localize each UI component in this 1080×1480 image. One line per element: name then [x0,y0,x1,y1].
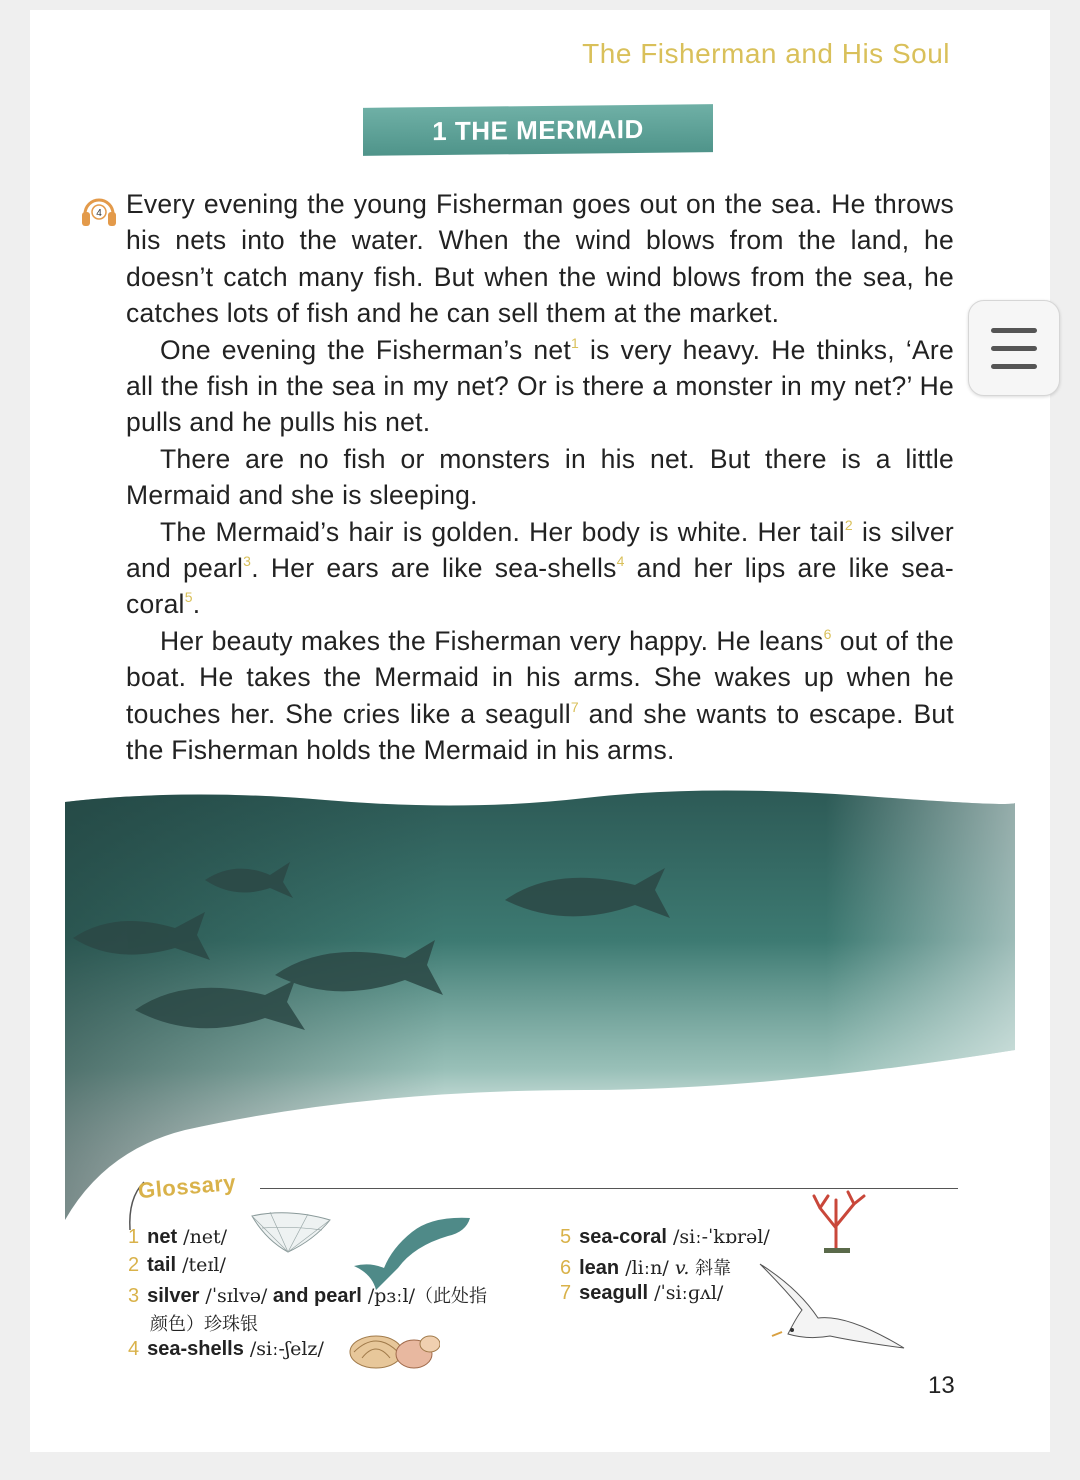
glossary-item: 7 seagull /ˈsiːɡʌl/ [560,1282,724,1304]
coral-picture [806,1188,868,1254]
net-picture [248,1206,334,1256]
book-page [30,10,1050,1452]
glossary-item: 6 lean /liːn/ v. 斜靠 [560,1257,732,1279]
glossary-item: 2 tail /teɪl/ [128,1254,226,1276]
story-text [126,186,954,769]
glossary-item-continuation: 颜色）珍珠银 [150,1314,258,1335]
glossary-item: 4 sea-shells /siː-ʃelz/ [128,1338,324,1360]
chapter-title: 1 THE MERMAID [432,113,644,146]
footnote-marker: 2 [844,516,853,533]
chapter-banner [363,104,713,156]
page-number: 13 [928,1372,955,1399]
footnote-marker: 4 [616,553,625,570]
seagull-picture [758,1258,908,1354]
audio-track-number: 4 [96,208,102,219]
running-title: The Fisherman and His Soul [582,38,950,69]
glossary-heading: Glossary [137,1169,238,1204]
glossary-item: 3 silver /ˈsɪlvə/ and pearl /pɜːl/（此处指 [128,1285,487,1307]
paragraph: One evening the Fisherman’s net$^1$ is very heavy. He thinks, ‘Are all the fish in the sea in my net? Or is there a monster in my net?’ He pulls and he pulls his net. [126,334,954,438]
headphones-icon[interactable] [80,190,118,230]
paragraph: The Mermaid’s hair is golden. Her body is white. Her tail$^2$ is silver and pearl$^3$. Her ears are like sea-shells$^4$ and her lips are like sea-coral$^5$. [126,516,954,620]
footnote-marker: 3 [243,553,252,570]
footnote-marker: 1 [571,334,580,351]
sea-illustration [65,790,1015,1220]
glossary-item: 5 sea-coral /siː-ˈkɒrəl/ [560,1226,770,1248]
footnote-marker: 6 [823,625,832,642]
glossary-item: 1 net /net/ [128,1226,228,1248]
paragraph: Her beauty makes the Fisherman very happy. He leans$^6$ out of the boat. He takes the Mermaid in his arms. She wakes up when he touches her. She cries like a seagull$^7$ and she wants to escape. But the Fisherman holds the Mermaid in his arms. [126,625,954,766]
tail-picture [352,1210,474,1292]
footnote-marker: 5 [184,589,193,606]
footnote-marker: 7 [570,698,579,715]
paragraph: There are no fish or monsters in his net. But there is a little Mermaid and she is sleeping. [126,443,954,511]
menu-button[interactable] [968,300,1060,396]
hamburger-menu-icon [991,328,1037,333]
hamburger-menu-icon-bar [991,364,1037,369]
hamburger-menu-icon-bar [991,346,1037,351]
paragraph: Every evening the young Fisherman goes out on the sea. He throws his nets into the water. When the wind blows from the land, he doesn’t catch many fish. But when the wind blows from the sea, he catches lots of fish and he can sell them at the market. [126,189,954,329]
shells-picture [348,1326,440,1372]
